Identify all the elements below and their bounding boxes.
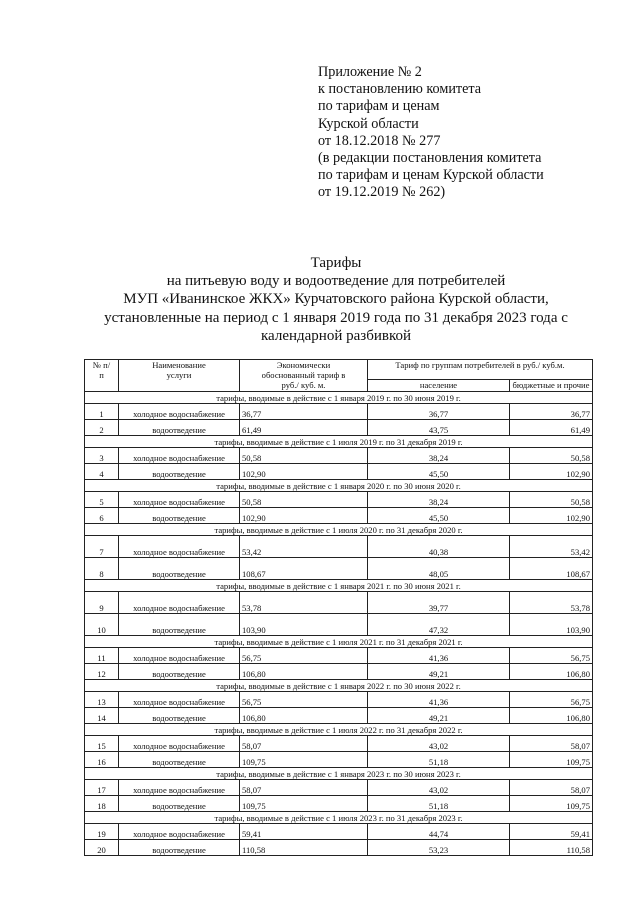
budget-tariff: 106,80 <box>510 664 593 680</box>
service-name: холодное водоснабжение <box>119 592 240 614</box>
budget-tariff: 103,90 <box>510 614 593 636</box>
row-number: 5 <box>85 492 119 508</box>
table-row <box>85 508 593 524</box>
budget-tariff: 36,77 <box>510 404 593 420</box>
service-name: водоотведение <box>119 420 240 436</box>
econ-tariff: 109,75 <box>240 752 368 768</box>
econ-tariff: 58,07 <box>240 780 368 796</box>
period-label: тарифы, вводимые в действие с 1 июля 2021 г. по 31 декабря 2021 г. <box>85 636 593 648</box>
row-number: 1 <box>85 404 119 420</box>
header-econ <box>240 360 368 392</box>
period-label: тарифы, вводимые в действие с 1 января 2021 г. по 30 июня 2021 г. <box>85 580 593 592</box>
row-number: 7 <box>85 536 119 558</box>
appendix-block <box>318 64 618 202</box>
population-tariff: 43,02 <box>368 780 510 796</box>
service-name: холодное водоснабжение <box>119 404 240 420</box>
service-name: водоотведение <box>119 558 240 580</box>
service-name: водоотведение <box>119 708 240 724</box>
budget-tariff: 53,42 <box>510 536 593 558</box>
population-tariff: 41,36 <box>368 648 510 664</box>
period-label: тарифы, вводимые в действие с 1 июля 2020 г. по 31 декабря 2020 г. <box>85 524 593 536</box>
population-tariff: 39,77 <box>368 592 510 614</box>
budget-tariff: 58,07 <box>510 780 593 796</box>
econ-tariff: 53,42 <box>240 536 368 558</box>
period-row <box>85 580 593 592</box>
service-name: водоотведение <box>119 840 240 856</box>
service-name: холодное водоснабжение <box>119 648 240 664</box>
service-name: холодное водоснабжение <box>119 536 240 558</box>
budget-tariff: 50,58 <box>510 448 593 464</box>
population-tariff: 38,24 <box>368 448 510 464</box>
period-label: тарифы, вводимые в действие с 1 января 2023 г. по 30 июня 2023 г. <box>85 768 593 780</box>
period-row <box>85 524 593 536</box>
service-name: водоотведение <box>119 664 240 680</box>
period-label: тарифы, вводимые в действие с 1 июля 2019 г. по 31 декабря 2019 г. <box>85 436 593 448</box>
row-number: 18 <box>85 796 119 812</box>
population-tariff: 45,50 <box>368 508 510 524</box>
table-row <box>85 708 593 724</box>
service-name: холодное водоснабжение <box>119 492 240 508</box>
table-row <box>85 796 593 812</box>
period-label: тарифы, вводимые в действие с 1 января 2022 г. по 30 июня 2022 г. <box>85 680 593 692</box>
population-tariff: 51,18 <box>368 796 510 812</box>
period-row <box>85 636 593 648</box>
table-row <box>85 492 593 508</box>
header-group <box>368 360 593 380</box>
econ-tariff: 102,90 <box>240 464 368 480</box>
population-tariff: 38,24 <box>368 492 510 508</box>
econ-tariff: 61,49 <box>240 420 368 436</box>
table-row <box>85 752 593 768</box>
econ-tariff: 106,80 <box>240 664 368 680</box>
population-tariff: 43,02 <box>368 736 510 752</box>
appendix-line: по тарифам и ценам <box>318 98 440 115</box>
table-row <box>85 536 593 558</box>
budget-tariff: 59,41 <box>510 824 593 840</box>
population-tariff: 45,50 <box>368 464 510 480</box>
table-row <box>85 692 593 708</box>
population-tariff: 40,38 <box>368 536 510 558</box>
table-row <box>85 420 593 436</box>
table-row <box>85 592 593 614</box>
budget-tariff: 106,80 <box>510 708 593 724</box>
row-number: 15 <box>85 736 119 752</box>
row-number: 13 <box>85 692 119 708</box>
service-name: холодное водоснабжение <box>119 736 240 752</box>
econ-tariff: 110,58 <box>240 840 368 856</box>
population-tariff: 44,74 <box>368 824 510 840</box>
header-econ-text: Экономически обоснованный тариф в руб./ куб. м. <box>261 360 346 390</box>
budget-tariff: 102,90 <box>510 508 593 524</box>
appendix-line: по тарифам и ценам Курской области <box>318 167 544 184</box>
row-number: 3 <box>85 448 119 464</box>
table-row <box>85 558 593 580</box>
document-title <box>80 254 592 345</box>
population-tariff: 49,21 <box>368 708 510 724</box>
appendix-line: Курской области <box>318 115 419 132</box>
econ-tariff: 53,78 <box>240 592 368 614</box>
table-row <box>85 648 593 664</box>
appendix-line: Приложение № 2 <box>318 64 422 80</box>
population-tariff: 36,77 <box>368 404 510 420</box>
econ-tariff: 50,58 <box>240 492 368 508</box>
service-name: водоотведение <box>119 796 240 812</box>
row-number: 16 <box>85 752 119 768</box>
period-label: тарифы, вводимые в действие с 1 июля 2023 г. по 31 декабря 2023 г. <box>85 812 593 824</box>
population-tariff: 48,05 <box>368 558 510 580</box>
table-row <box>85 780 593 796</box>
budget-tariff: 61,49 <box>510 420 593 436</box>
budget-tariff: 56,75 <box>510 692 593 708</box>
service-name: холодное водоснабжение <box>119 448 240 464</box>
title-line: календарной разбивкой <box>261 327 411 344</box>
period-row <box>85 812 593 824</box>
budget-tariff: 58,07 <box>510 736 593 752</box>
econ-tariff: 56,75 <box>240 692 368 708</box>
row-number: 4 <box>85 464 119 480</box>
period-row <box>85 480 593 492</box>
table-row <box>85 448 593 464</box>
tariff-table <box>84 359 593 856</box>
budget-tariff: 108,67 <box>510 558 593 580</box>
budget-tariff: 56,75 <box>510 648 593 664</box>
service-name: холодное водоснабжение <box>119 824 240 840</box>
header-budget: бюджетные и прочие <box>510 380 593 392</box>
title-line: установленные на период с 1 января 2019 года по 31 декабря 2023 года с <box>104 309 568 326</box>
econ-tariff: 56,75 <box>240 648 368 664</box>
econ-tariff: 50,58 <box>240 448 368 464</box>
header-name <box>119 360 240 392</box>
period-row <box>85 680 593 692</box>
appendix-line: (в редакции постановления комитета <box>318 150 542 167</box>
econ-tariff: 58,07 <box>240 736 368 752</box>
population-tariff: 41,36 <box>368 692 510 708</box>
row-number: 19 <box>85 824 119 840</box>
appendix-line: к постановлению комитета <box>318 81 482 98</box>
table-row <box>85 840 593 856</box>
budget-tariff: 50,58 <box>510 492 593 508</box>
population-tariff: 47,32 <box>368 614 510 636</box>
table-row <box>85 824 593 840</box>
appendix-line: от 18.12.2018 № 277 <box>318 132 441 149</box>
row-number: 10 <box>85 614 119 636</box>
econ-tariff: 106,80 <box>240 708 368 724</box>
service-name: водоотведение <box>119 614 240 636</box>
row-number: 11 <box>85 648 119 664</box>
budget-tariff: 102,90 <box>510 464 593 480</box>
period-row <box>85 392 593 404</box>
service-name: холодное водоснабжение <box>119 780 240 796</box>
row-number: 14 <box>85 708 119 724</box>
econ-tariff: 108,67 <box>240 558 368 580</box>
row-number: 17 <box>85 780 119 796</box>
header-num-text: № п/п <box>92 360 111 380</box>
table-row <box>85 614 593 636</box>
header-num <box>85 360 119 392</box>
budget-tariff: 53,78 <box>510 592 593 614</box>
header-name-text: Наименование услуги <box>152 360 206 380</box>
table-row <box>85 464 593 480</box>
population-tariff: 51,18 <box>368 752 510 768</box>
budget-tariff: 109,75 <box>510 796 593 812</box>
population-tariff: 53,23 <box>368 840 510 856</box>
row-number: 2 <box>85 420 119 436</box>
period-row <box>85 436 593 448</box>
period-row <box>85 768 593 780</box>
title-line: на питьевую воду и водоотведение для потребителей <box>166 273 506 290</box>
appendix-line: от 19.12.2019 № 262) <box>318 184 446 201</box>
econ-tariff: 36,77 <box>240 404 368 420</box>
econ-tariff: 109,75 <box>240 796 368 812</box>
table-row <box>85 404 593 420</box>
row-number: 20 <box>85 840 119 856</box>
econ-tariff: 102,90 <box>240 508 368 524</box>
header-population: население <box>368 380 510 392</box>
population-tariff: 49,21 <box>368 664 510 680</box>
row-number: 8 <box>85 558 119 580</box>
service-name: холодное водоснабжение <box>119 692 240 708</box>
service-name: водоотведение <box>119 752 240 768</box>
econ-tariff: 103,90 <box>240 614 368 636</box>
period-row <box>85 724 593 736</box>
row-number: 6 <box>85 508 119 524</box>
budget-tariff: 110,58 <box>510 840 593 856</box>
table-row <box>85 664 593 680</box>
row-number: 9 <box>85 592 119 614</box>
service-name: водоотведение <box>119 508 240 524</box>
service-name: водоотведение <box>119 464 240 480</box>
header-group-text: Тариф по группам потребителей в руб./ куб.м. <box>395 360 565 370</box>
period-label: тарифы, вводимые в действие с 1 января 2020 г. по 30 июня 2020 г. <box>85 480 593 492</box>
title-line: Тарифы <box>310 255 362 271</box>
period-label: тарифы, вводимые в действие с 1 июля 2022 г. по 31 декабря 2022 г. <box>85 724 593 736</box>
title-line: МУП «Иванинское ЖКХ» Курчатовского района Курской области, <box>123 291 549 308</box>
population-tariff: 43,75 <box>368 420 510 436</box>
period-label: тарифы, вводимые в действие с 1 января 2019 г. по 30 июня 2019 г. <box>85 392 593 404</box>
budget-tariff: 109,75 <box>510 752 593 768</box>
row-number: 12 <box>85 664 119 680</box>
econ-tariff: 59,41 <box>240 824 368 840</box>
table-row <box>85 736 593 752</box>
